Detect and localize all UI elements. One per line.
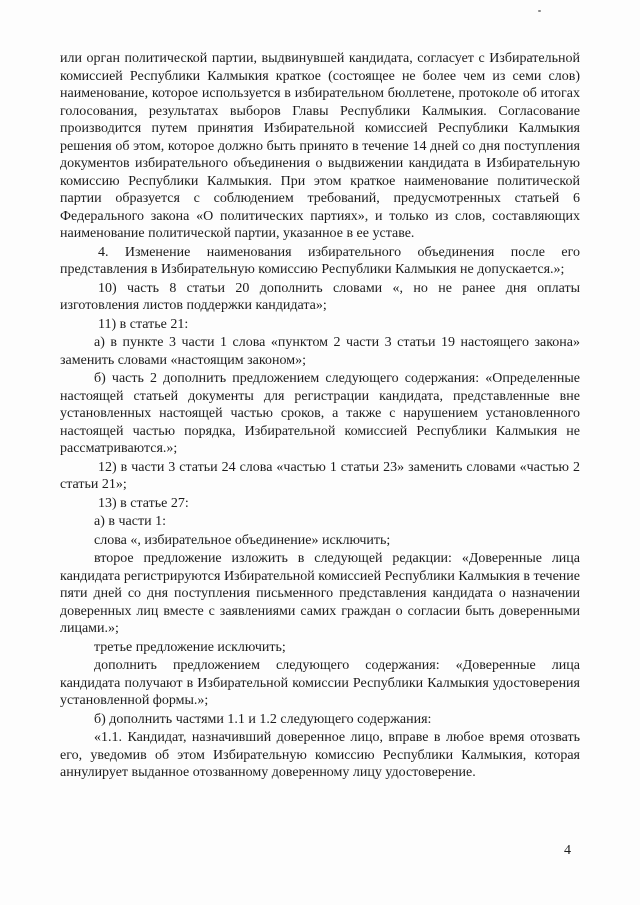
paragraph-add-sentence: дополнить предложением следующего содержания: «Доверенные лица кандидата получают в Избирательной комиссии Республики Калмыкия удостоверения установленной формы.»; — [60, 658, 580, 708]
paragraph-item-4: 4. Изменение наименования избирательного объединения после его представления в Избирательную комиссию Республики Калмыкия не допускается.»; — [60, 244, 580, 277]
paragraph-item-13: 13) в статье 27: — [98, 495, 189, 511]
paragraph-item-13a: а) в части 1: — [94, 514, 166, 529]
paragraph-item-11a: а) в пункте 3 части 1 слова «пунктом 2 части 3 статьи 19 настоящего закона» заменить словами «настоящим законом»; — [60, 335, 580, 368]
paragraph-item-11b: б) часть 2 дополнить предложением следующего содержания: «Определенные настоящей статьей документы для регистрации кандидата, представленные вне установленных настоящей частью сроков, а также с нарушением установленного настоящей частью порядка, Избирательной комиссией Республики Калмыкия не рассматриваются.»; — [60, 371, 580, 456]
page-number: 4 — [564, 843, 571, 858]
paragraph-item-12: 12) в части 3 статьи 24 слова «частью 1 статьи 23» заменить словами «частью 2 статьи 21»; — [60, 459, 580, 492]
paragraph-continuation: или орган политической партии, выдвинувшей кандидата, согласует с Избирательной комиссией Республики Калмыкия краткое (состоящее не более чем из семи слов) наименование, которое используется в избирательном бюллетене, протоколе об итогах голосования, результатах выборов Главы Республики Калмыкия. Согласование производится путем принятия Избирательной комиссией Республики Калмыкия решения об этом, которое должно быть принято в течение 14 дней со дня поступления документов избирательного объединения о выдвижении кандидата в Избирательную комиссию Республики Калмыкия. При этом краткое наименование политической партии образуется с соблюдением требований, предусмотренных статьей 6 Федерального закона «О политических партиях», и только из слов, составляющих наименование политической партии, указанное в ее уставе. — [60, 51, 580, 241]
paragraph-third-sentence: третье предложение исключить; — [94, 639, 286, 655]
paragraph-part-1-1: «1.1. Кандидат, назначивший доверенное лицо, вправе в любое время отозвать его, уведомив об этом Избирательную комиссию Республики Калмыкия, которая аннулирует выданное отозванному доверенному лицу удостоверение. — [60, 730, 580, 780]
document-body — [60, 50, 580, 783]
scan-speck — [538, 10, 541, 12]
paragraph-item-13b: б) дополнить частями 1.1 и 1.2 следующего содержания: — [94, 711, 432, 727]
paragraph-item-10: 10) часть 8 статьи 20 дополнить словами «, но не ранее дня оплаты изготовления листов поддержки кандидата»; — [60, 280, 580, 313]
paragraph-item-11: 11) в статье 21: — [98, 316, 189, 332]
paragraph-second-sentence: второе предложение изложить в следующей редакции: «Доверенные лица кандидата регистрируются Избирательной комиссией Республики Калмыкия в течение пяти дней со дня поступления письменного представления кандидата о назначении доверенных лиц вместе с заявлениями самих граждан о согласии быть доверенными лицами.»; — [60, 551, 580, 636]
paragraph-words-exclude: слова «, избирательное объединение» исключить; — [94, 532, 391, 548]
